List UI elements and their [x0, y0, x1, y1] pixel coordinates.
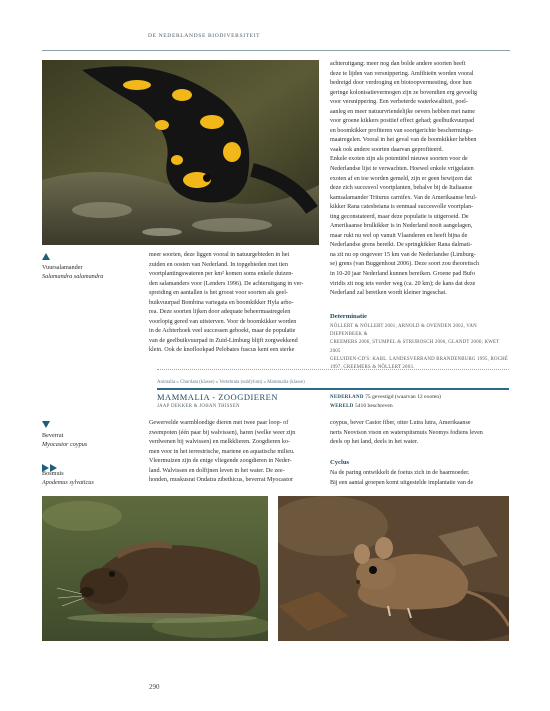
caption-arrow-up-icon	[42, 253, 50, 260]
count-value: 75 gevestigd (waarvan 12 exoten)	[365, 394, 441, 400]
text-line: Nederlandse grens bereikt. De springkikker Rana dalmati-	[330, 242, 472, 249]
text-line: vaak ook andere soorten daarvan geprofiteerd.	[330, 146, 444, 153]
text-line: Nederlandse lijst te verwachten. Hoewel enkele vrijgelaten	[330, 166, 474, 173]
caption-latin: Apodemus sylvaticus	[42, 479, 94, 486]
text-line: viridis zit nog iets verder weg (ca. 20 km); de kans dat deze	[330, 280, 476, 287]
text-line: voortplantingswateren per km² komen soms enkele duizen-	[149, 271, 294, 278]
caption-name: Bosmuis	[42, 470, 64, 477]
text-line: ting geconstateerd, maar deze populatie is uitgeroeid. De	[330, 213, 469, 220]
text-line: rea. Deze soorten lijken door adequate beheermaatregelen	[149, 309, 291, 316]
count-wereld	[330, 402, 510, 411]
text-line: bedreigd door verdroging en biotoopvermesting, door hun	[330, 80, 472, 87]
text-line: achteruitgang; meer nog dan bolde andere soorten heeft	[330, 61, 466, 67]
text-line: van de geelbuikvuurpad in Zuid-Limburg blijft zorgwekkend	[149, 337, 298, 344]
text-line: voor groene kikkers positief effect gehad; geelbuikvuurpad	[330, 118, 475, 125]
text-line: se) grens (van Buggenhout 2006). Deze soort zou theoretisch	[330, 261, 480, 268]
reference-line: 1997, CREEMERS & NÖLLERT 2003.	[330, 365, 415, 371]
text-line: Amerikaanse brulkikker is in Nederland nooit aangelagen,	[330, 223, 473, 230]
text-line: zwempoten (één paar bij walvissen), haren (welke weer zijn	[149, 429, 296, 436]
text-line: Enkele exoten zijn als potentiëel nieuwe soorten voor de	[330, 156, 468, 163]
text-line: buikvuurpad Bombina variegata en boomkikker Hyla arbo-	[149, 299, 294, 306]
caption-arrow-down-icon	[42, 421, 50, 428]
text-line: Vleermuizen zijn de enige vliegende zoogdieren in Neder-	[149, 458, 292, 465]
text-line: voor versnippering. Een verbeterde waterkwaliteit, poel-	[330, 99, 468, 106]
text-line: meer soorten, deze liggen vooral in natuurgebieden in het	[149, 252, 290, 258]
text-line: maatregelen. Vooral in het geval van de boomkikker hebben	[330, 137, 477, 144]
text-line: exoten af en toe worden gemeld, zijn er geen bewijzen dat	[330, 175, 472, 182]
text-line: verdwenen bij walvissen) en melkklieren. Zoogdieren ko-	[149, 439, 290, 446]
text-line: kikker Rana catesbeiana is eenmaal succesvolle voortplan-	[330, 204, 474, 211]
count-label: NEDERLAND	[330, 395, 364, 400]
salamander-photo	[42, 60, 319, 245]
text-line: in de Achterhoek veel successen geboekt, maar de populatie	[149, 328, 296, 335]
text-line: na zit nu op ongeveer 15 km van de Nederlandse (Limburg-	[330, 251, 476, 258]
bosmuis-photo	[278, 496, 509, 641]
beverrat-photo	[42, 496, 268, 641]
amphibian-text-col-a	[149, 251, 319, 356]
bosmuis-caption	[42, 469, 142, 487]
caption-latin: Salamandra salamandra	[42, 273, 104, 280]
text-line: coypus, bever Castor fiber, otter Lutra lutra, Amerikaanse	[330, 420, 471, 426]
section-rule	[157, 388, 509, 390]
text-line: deze zich succesvol voortplanten, behalve bij de Italiaanse	[330, 185, 473, 192]
text-line: den salamanders voor (Lenders 1996). De achteruitgang in ver-	[149, 280, 304, 287]
section-dotted-rule	[157, 369, 509, 370]
text-line: aanleg en meer natuurvriendelijke oevers hebben met name	[330, 108, 476, 115]
text-line: geringe kolonisatievermogen zijn ze bovendien erg gevoelig	[330, 89, 478, 96]
text-line: spreiding en aantallen is het groost voor soorten als geel-	[149, 290, 288, 297]
text-line: maar rukt nu wel op vanuit Vlaanderen en heeft bijna de	[330, 232, 468, 239]
text-line: Gewervelde warmbloedige dieren met twee paar loop- of	[149, 420, 289, 426]
text-line: zuiden en oosten van Nederland. In topgebieden met tien	[149, 261, 288, 268]
text-line: Na de paring ontwikkelt de foetus zich in de baarmoeder.	[330, 470, 470, 476]
text-line: klein. Ook de knoflookpad Pelobates fuscus kent een sterke	[149, 347, 295, 354]
text-line: deels op het land, deels in het water.	[330, 439, 419, 446]
section-authors: JAAP DEKKER & JOHAN THISSEN	[157, 404, 240, 409]
reference-line: NÖLLERT & NÖLLERT 2001, ARNOLD & OVENDEN 2002, VAN DIEPENBEEK &	[330, 324, 477, 338]
cyclus-text	[330, 469, 509, 488]
page-number: 290	[149, 683, 160, 691]
text-line: men voor in het terrestrische, mariene en aquatische milieu.	[149, 448, 295, 455]
text-line: honden, muskusrat Ondatra zibethicus, beverrat Myocastor	[149, 477, 294, 484]
caption-latin: Myocastor coypus	[42, 441, 88, 448]
mammal-text-col-a	[149, 419, 319, 486]
text-line: Bij een aantal groepen komt uitgestelde implantatie van de	[330, 479, 474, 486]
running-head: DE NEDERLANDSE BIODIVERSITEIT	[148, 33, 261, 39]
determinatie-heading: Determinatie	[330, 313, 367, 320]
determinatie-references	[330, 323, 510, 372]
cyclus-heading: Cyclus	[330, 459, 350, 466]
taxonomy-breadcrumb: Animalia » Chordata (klasse) » Vertebrata (subfylum) » Mammalia (klasse)	[157, 380, 305, 385]
text-line: kamsalamander Triturus carnifex. Van de Amerikaanse brul-	[330, 194, 477, 201]
text-line: in 10-20 jaar Nederland kunnen bereiken. Groene pad Bufo	[330, 271, 476, 278]
caption-name: Vuursalamander	[42, 264, 83, 271]
amphibian-text-col-b	[330, 60, 509, 299]
count-nederland	[330, 393, 510, 402]
text-line: land. Walvissen en dolfijnen leven in het water. De zee-	[149, 467, 285, 474]
text-line: deze te lijden van versnippering. Amfibieën worden vooral	[330, 70, 474, 77]
reference-line: GELUIDEN-CD'S: KABL. LANDESVERBAND BRANDENBURG 1995, ROCHÉ	[330, 356, 509, 362]
count-value: 5416 beschreven	[354, 403, 393, 409]
beverrat-caption	[42, 431, 142, 449]
text-line: Nederland zal bereiken wordt kleiner ingeschat.	[330, 290, 447, 297]
section-title: MAMMALIA - ZOOGDIEREN	[157, 392, 278, 402]
header-rule	[42, 50, 510, 51]
text-line: nerts Neovison vison en waterspitsmuis Neomys fodiens leven	[330, 429, 483, 436]
text-line: voorlopig gered van uitsterven. Voor de boomkikker worden	[149, 318, 297, 325]
caption-name: Beverrat	[42, 432, 64, 439]
reference-line: CREEMERS 2006, STUMPEL & STRIJBOSCH 2006, GLANDT 2006; KWET 2005	[330, 340, 500, 354]
species-counts	[330, 393, 510, 411]
text-line: en boomkikker profiteren van soortgerichte beschermings-	[330, 127, 473, 134]
mammal-text-col-b	[330, 419, 509, 448]
count-label: WERELD	[330, 404, 354, 409]
salamander-caption	[42, 263, 142, 281]
